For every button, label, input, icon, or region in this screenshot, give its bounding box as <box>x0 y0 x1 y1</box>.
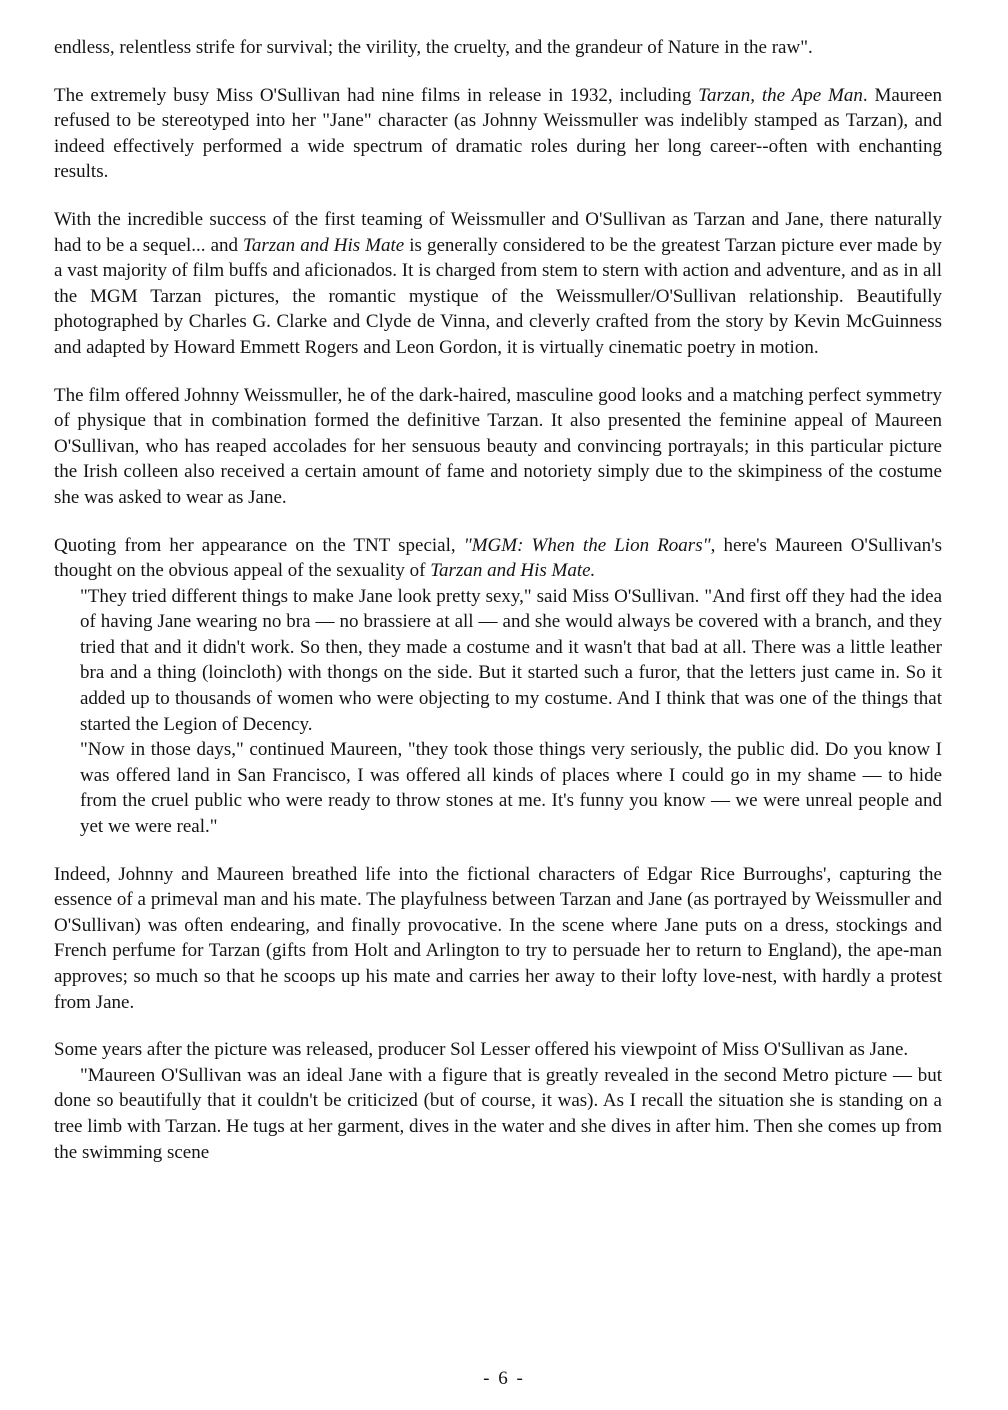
osullivan-quote-2: "Now in those days," continued Maureen, "they took those things very seriously, the public did. Do you know I was offered land in San Francisco, I was offered all kinds of places where I could go in my shame — to hide from the cruel public who were ready to throw stones at me. It's funny you know — we were unreal people and yet we were real." <box>80 739 942 838</box>
page-number: - 6 - <box>483 1368 525 1389</box>
paragraph-5 <box>54 533 942 584</box>
paragraph-3-text-b: is generally considered to be the greatest Tarzan picture ever made by a vast majority of film buffs and aficionados. It is charged from stem to stern with action and adventure, and as in all the MGM Tarzan pictures, the romantic mystique of the Weissmuller/O'Sullivan relationship. Beautifully photographed by Charles G. Clarke and Clyde de Vinna, and cleverly crafted from the story by Kevin McGuinness and adapted by Howard Emmett Rogers and Leon Gordon, it is virtually cinematic poetry in motion. <box>54 234 943 358</box>
paragraph-6 <box>54 862 942 1016</box>
paragraph-2-text-a: The extremely busy Miss O'Sullivan had nine films in release in 1932, including <box>54 84 699 106</box>
osullivan-quote-1: "They tried different things to make Jane look pretty sexy," said Miss O'Sullivan. "And first off they had the idea of having Jane wearing no bra — no brassiere at all — and she would always be covered with a branch, and they tried that and it didn't work. So then, they made a costume and it wasn't that bad at all. There was a little leather bra and a thing (loincloth) with thongs on the side. But it started such a furor, that the letters just came in. So it added up to thousands of women who were objecting to my costume. And I think that was one of the things that started the Legion of Decency. <box>80 585 942 735</box>
paragraph-7-text: Some years after the picture was released, producer Sol Lesser offered his viewpoint of Miss O'Sullivan as Jane. <box>54 1039 909 1061</box>
paragraph-5-text-b: , here's Maureen O'Sullivan's thought on the obvious appeal of the sexuality of <box>54 534 942 582</box>
paragraph-4 <box>54 383 942 511</box>
tv-special-title: "MGM: When the Lion Roars" <box>463 534 711 556</box>
paragraph-1-text: endless, relentless strife for survival; the virility, the cruelty, and the grandeur of Nature in the raw". <box>54 37 813 58</box>
paragraph-2 <box>54 83 942 185</box>
osullivan-quote-block <box>80 584 942 840</box>
paragraph-6-text: Indeed, Johnny and Maureen breathed life into the fictional characters of Edgar Rice Burroughs', capturing the essence of a primeval man and his mate. The playfulness between Tarzan and Jane (as portrayed by Weissmuller and O'Sullivan) was often endearing, and finally provocative. In the scene where Jane puts on a dress, stockings and French perfume for Tarzan (gifts from Holt and Arlington to try to persuade her to return to England), the ape-man approves; so much so that he scoops up his mate and carries her away to their lofty love-nest, with hardly a protest from Jane. <box>54 863 942 1013</box>
film-title-tarzan-the-ape-man: Tarzan, the Ape Man <box>698 84 863 106</box>
film-title-tarzan-and-his-mate: Tarzan and His Mate <box>243 234 405 256</box>
paragraph-3-text-a: With the incredible success of the first teaming of Weissmuller and O'Sullivan as Tarzan and Jane, there naturally had to be a sequel... and <box>54 208 942 256</box>
paragraph-3 <box>54 207 942 361</box>
paragraph-7 <box>54 1037 942 1063</box>
lesser-quote: "Maureen O'Sullivan was an ideal Jane with a figure that is greatly revealed in the second Metro picture — but done so beautifully that it couldn't be criticized (but of course, it was). As I recall the situation she is standing on a tree limb with Tarzan. He tugs at her garment, dives in the water and she dives in after him. Then she comes up from the swimming scene <box>54 1064 942 1163</box>
paragraph-4-text: The film offered Johnny Weissmuller, he of the dark-haired, masculine good looks and a matching perfect symmetry of physique that in combination formed the definitive Tarzan. It also presented the feminine appeal of Maureen O'Sullivan, who has reaped accolades for her sensuous beauty and convincing portrayals; in this particular picture the Irish colleen also received a certain amount of fame and notoriety simply due to the skimpiness of the costume she was asked to wear as Jane. <box>54 384 942 508</box>
film-title-tarzan-and-his-mate-2: Tarzan and His Mate. <box>430 560 596 582</box>
paragraph-1 <box>54 35 942 61</box>
paragraph-5-text-a: Quoting from her appearance on the TNT special, <box>54 534 464 556</box>
paragraph-2-text-b: . Maureen refused to be stereotyped into her "Jane" character (as Johnny Weissmuller was indelibly stamped as Tarzan), and indeed effectively performed a wide spectrum of dramatic roles during her long career--often with enchanting results. <box>54 84 942 183</box>
